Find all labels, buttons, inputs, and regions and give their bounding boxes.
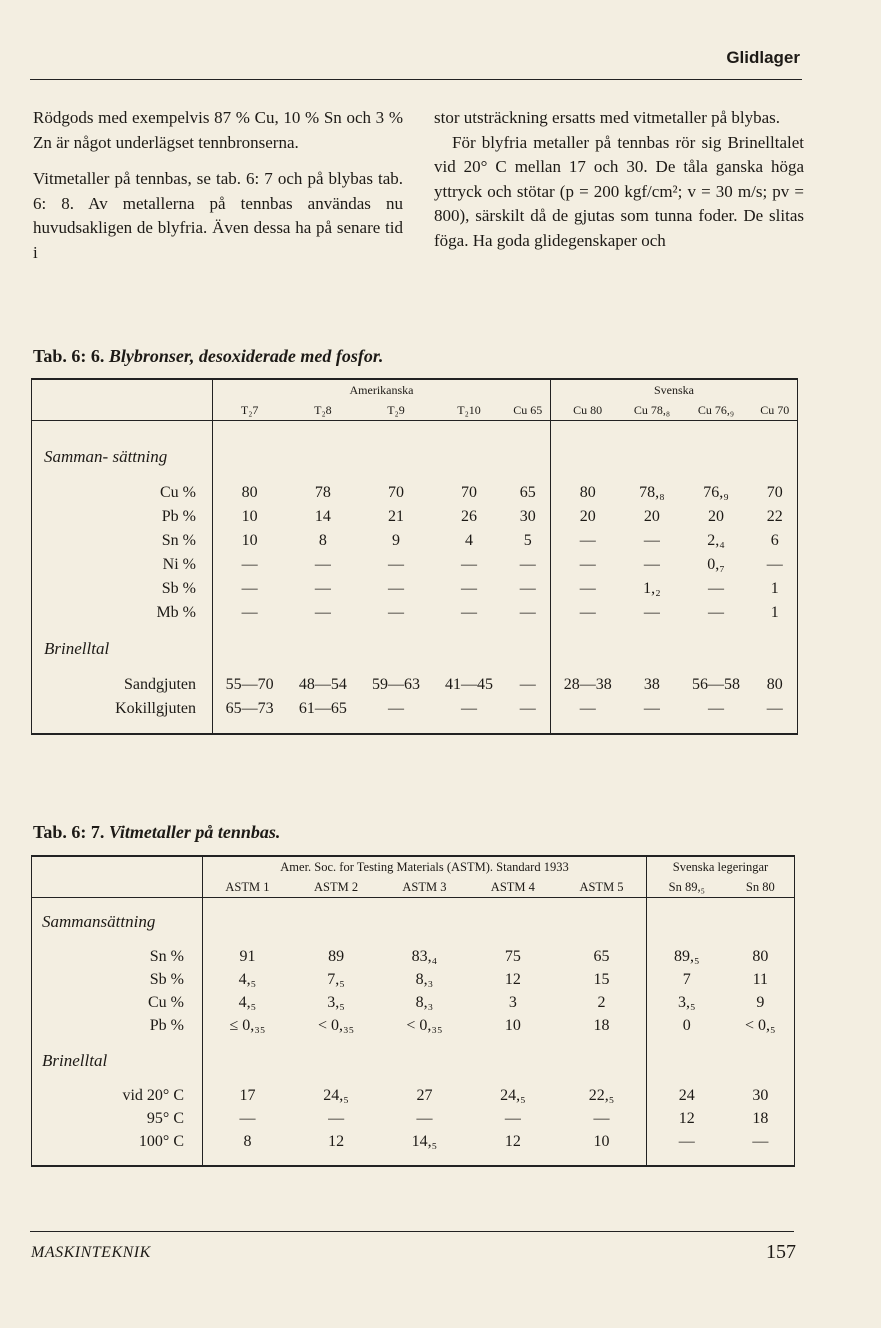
table-cell: — bbox=[387, 556, 404, 573]
table-title: Blybronser, desoxiderade med fosfor. bbox=[108, 346, 384, 366]
row-label: Sb % bbox=[32, 577, 213, 601]
table-cell: 17 bbox=[239, 1086, 256, 1104]
table-row bbox=[32, 577, 798, 601]
table-cell: 28—38 bbox=[563, 676, 612, 693]
table-cell: 65—73 bbox=[225, 700, 274, 717]
table-cell: 78,₈ bbox=[639, 484, 665, 501]
column-header: Cu 65 bbox=[506, 400, 551, 421]
table-cell: 8,₃ bbox=[415, 993, 434, 1011]
row-label: Sb % bbox=[32, 968, 203, 991]
running-head: Glidlager bbox=[726, 48, 800, 67]
table-cell: 14 bbox=[314, 508, 331, 525]
table-cell: 3,₅ bbox=[327, 993, 345, 1011]
table-cell: — bbox=[504, 1109, 521, 1127]
table-cell: — bbox=[579, 556, 596, 573]
column-header: ASTM 5 bbox=[557, 877, 646, 898]
table-row bbox=[32, 991, 795, 1014]
column-header: T₂10 bbox=[433, 400, 506, 421]
row-label: 100° C bbox=[32, 1130, 203, 1153]
table-blybronser bbox=[31, 378, 798, 735]
table-body bbox=[32, 481, 798, 625]
table-cell: 83,₄ bbox=[411, 947, 438, 965]
table-cell: 12 bbox=[678, 1109, 695, 1127]
table-cell: — bbox=[239, 1109, 256, 1127]
table-vitmetaller bbox=[31, 855, 795, 1167]
table-cell: 59—63 bbox=[371, 676, 420, 693]
table-cell: 70 bbox=[461, 484, 478, 501]
table-row bbox=[32, 945, 795, 968]
row-label: 95° C bbox=[32, 1107, 203, 1130]
table-cell: 30 bbox=[506, 505, 551, 529]
group-header: Svenska legeringar bbox=[646, 856, 794, 877]
table-cell: 61—65 bbox=[298, 700, 347, 717]
table-cell: 7,₅ bbox=[327, 970, 345, 988]
table-cell: 10 bbox=[557, 1130, 646, 1153]
column-header: Cu 70 bbox=[753, 400, 798, 421]
paragraph: För blyfria metaller på tennbas rör sig Brinelltalet vid 20° C mellan 17 och 30. De tåla ganska höga yttryck och stötar (p = 200 kgf/cm²; v = 30 m/s; pv = 800), särskilt då de gjutas som tunna foder. De slitas föga. Ha goda glidegenskaper och bbox=[434, 132, 804, 250]
row-label: Kokillgjuten bbox=[32, 697, 213, 721]
table-cell: 4,₅ bbox=[238, 993, 257, 1011]
table-cell: — bbox=[727, 1130, 795, 1153]
table-cell: 8 bbox=[318, 532, 327, 549]
table-cell: 4 bbox=[465, 532, 474, 549]
header-corner bbox=[32, 877, 203, 898]
table-cell: — bbox=[579, 580, 596, 597]
table-cell: — bbox=[753, 553, 798, 577]
table-cell: — bbox=[643, 532, 660, 549]
table-cell: 38 bbox=[643, 676, 660, 693]
table-cell: 18 bbox=[727, 1107, 795, 1130]
table-cell: 80 bbox=[753, 673, 798, 697]
header-rule bbox=[30, 79, 802, 80]
table-cell: — bbox=[506, 697, 551, 721]
table-cell: 27 bbox=[416, 1086, 433, 1104]
table-cell: — bbox=[707, 580, 724, 597]
table-cell: 78 bbox=[314, 484, 331, 501]
row-label: Cu % bbox=[32, 991, 203, 1014]
table-cell: — bbox=[506, 673, 551, 697]
column-header: Cu 80 bbox=[551, 400, 625, 421]
table-cell: 11 bbox=[727, 968, 795, 991]
table-cell: 10 bbox=[241, 508, 258, 525]
group-header: Amerikanska bbox=[213, 379, 551, 400]
column-header: T₂8 bbox=[286, 400, 359, 421]
table-cell: 15 bbox=[557, 968, 646, 991]
table-cell: 18 bbox=[557, 1014, 646, 1037]
table-cell: — bbox=[314, 556, 331, 573]
row-label: Pb % bbox=[32, 505, 213, 529]
table-cell: — bbox=[387, 604, 404, 621]
table-cell: — bbox=[461, 580, 478, 597]
row-label: Pb % bbox=[32, 1014, 203, 1037]
table-cell: — bbox=[643, 604, 660, 621]
table-body bbox=[32, 673, 798, 721]
column-header: ASTM 1 bbox=[203, 877, 292, 898]
column-header: Sn 89,₅ bbox=[646, 877, 726, 898]
table-row bbox=[32, 1014, 795, 1037]
paragraph: Rödgods med exempelvis 87 % Cu, 10 % Sn och 3 % Zn är något underlägset tennbronserna. bbox=[33, 108, 403, 152]
table-cell: 7 bbox=[682, 970, 691, 988]
column-header: ASTM 2 bbox=[292, 877, 380, 898]
table-row bbox=[32, 968, 795, 991]
table-cell: 6 bbox=[753, 529, 798, 553]
section-label: Sammansättning bbox=[32, 910, 203, 933]
table-cell: — bbox=[753, 697, 798, 721]
footer-rule bbox=[30, 1231, 794, 1232]
column-header: ASTM 4 bbox=[469, 877, 557, 898]
table-cell: — bbox=[707, 700, 724, 717]
table-row bbox=[32, 1130, 795, 1153]
table-cell: — bbox=[579, 604, 596, 621]
table-row bbox=[32, 673, 798, 697]
table-cell: 21 bbox=[387, 508, 404, 525]
table-cell: 0,₇ bbox=[707, 556, 725, 573]
table-cell: 2,₄ bbox=[707, 532, 725, 549]
table-row bbox=[32, 1084, 795, 1107]
table-cell: 65 bbox=[506, 481, 551, 505]
table-cell: 41—45 bbox=[445, 676, 494, 693]
table-cell: — bbox=[579, 532, 596, 549]
table-cell: — bbox=[461, 556, 478, 573]
table-cell: 80 bbox=[727, 945, 795, 968]
table-cell: 65 bbox=[557, 945, 646, 968]
table-row bbox=[32, 697, 798, 721]
table-cell: 1 bbox=[753, 577, 798, 601]
table-number: Tab. 6: 7. bbox=[33, 822, 105, 842]
table-cell: 30 bbox=[727, 1084, 795, 1107]
table-cell: 20 bbox=[643, 508, 660, 525]
paragraph: stor utsträckning ersatts med vitmetaller på blybas. bbox=[434, 108, 781, 127]
table-cell: — bbox=[241, 580, 258, 597]
table-cell: 80 bbox=[241, 484, 258, 501]
section-label: Brinelltal bbox=[32, 1049, 203, 1072]
table-cell: 22 bbox=[753, 505, 798, 529]
table-cell: 8,₃ bbox=[415, 970, 434, 988]
table-row bbox=[32, 553, 798, 577]
table-cell: 0 bbox=[682, 1016, 691, 1034]
table-body bbox=[32, 945, 795, 1037]
header-corner bbox=[32, 856, 203, 877]
table-cell: — bbox=[506, 601, 551, 625]
table-cell: 3 bbox=[508, 993, 517, 1011]
row-label: Cu % bbox=[32, 481, 213, 505]
table-cell: — bbox=[461, 604, 478, 621]
page-number: 157 bbox=[766, 1241, 796, 1263]
table-cell: — bbox=[241, 556, 258, 573]
column-header: T₂7 bbox=[213, 400, 287, 421]
table-cell: — bbox=[314, 604, 331, 621]
table-cell: 2 bbox=[557, 991, 646, 1014]
column-header: Cu 78,₈ bbox=[624, 400, 679, 421]
column-header: Sn 80 bbox=[727, 877, 795, 898]
row-label: Sn % bbox=[32, 529, 213, 553]
table-cell: ≤ 0,₃₅ bbox=[229, 1016, 266, 1034]
column-header: Cu 76,₉ bbox=[679, 400, 752, 421]
table-title: Vitmetaller på tennbas. bbox=[108, 822, 281, 842]
table-cell: — bbox=[387, 700, 404, 717]
table-cell: 10 bbox=[504, 1016, 521, 1034]
table-cell: 3,₅ bbox=[678, 993, 696, 1011]
table-cell: 26 bbox=[461, 508, 478, 525]
table-cell: 12 bbox=[504, 970, 521, 988]
section-label: Samman- sättning bbox=[32, 433, 213, 481]
section-label: Brinelltal bbox=[32, 637, 213, 661]
table-cell: — bbox=[579, 700, 596, 717]
table-number: Tab. 6: 6. bbox=[33, 346, 105, 366]
row-label: Sandgjuten bbox=[32, 673, 213, 697]
table-body bbox=[32, 1084, 795, 1153]
table-cell: 55—70 bbox=[225, 676, 274, 693]
table-cell: 48—54 bbox=[298, 676, 347, 693]
row-label: vid 20° C bbox=[32, 1084, 203, 1107]
table-cell: — bbox=[314, 580, 331, 597]
table-cell: — bbox=[643, 556, 660, 573]
table-cell: 70 bbox=[387, 484, 404, 501]
table-cell: 24,₅ bbox=[500, 1086, 526, 1104]
table-cell: 80 bbox=[579, 484, 596, 501]
table-cell: — bbox=[506, 577, 551, 601]
table-cell: — bbox=[328, 1109, 345, 1127]
table-cell: — bbox=[461, 700, 478, 717]
table-row bbox=[32, 1107, 795, 1130]
table-caption bbox=[33, 822, 280, 843]
table-cell: 14,₅ bbox=[411, 1132, 438, 1150]
table-row bbox=[32, 601, 798, 625]
table-cell: < 0,₃₅ bbox=[406, 1016, 443, 1034]
table-cell: 4,₅ bbox=[238, 970, 257, 988]
journal-name: MASKINTEKNIK bbox=[31, 1244, 151, 1261]
table-row bbox=[32, 529, 798, 553]
text-column-left bbox=[33, 106, 403, 265]
table-cell: — bbox=[506, 553, 551, 577]
table-cell: 9 bbox=[727, 991, 795, 1014]
table-cell: 75 bbox=[504, 947, 521, 965]
table-cell: 1,₂ bbox=[643, 580, 661, 597]
table-cell: 70 bbox=[753, 481, 798, 505]
table-cell: 76,₉ bbox=[703, 484, 729, 501]
table-cell: 8 bbox=[243, 1132, 252, 1150]
table-cell: 22,₅ bbox=[557, 1084, 646, 1107]
table-cell: 89,₅ bbox=[674, 947, 700, 965]
table-cell: 12 bbox=[328, 1132, 345, 1150]
header-corner bbox=[32, 400, 213, 421]
table-row bbox=[32, 505, 798, 529]
row-label: Sn % bbox=[32, 945, 203, 968]
table-cell: — bbox=[707, 604, 724, 621]
table-cell: 89 bbox=[328, 947, 345, 965]
column-header: ASTM 3 bbox=[380, 877, 468, 898]
paragraph: Vitmetaller på tennbas, se tab. 6: 7 och på blybas tab. 6: 8. Av metallerna på tennbas användas nu huvudsakligen de blyfria. Även dessa ha på senare tid i bbox=[33, 169, 403, 262]
row-label: Ni % bbox=[32, 553, 213, 577]
table-cell: — bbox=[557, 1107, 646, 1130]
table-caption bbox=[33, 346, 383, 367]
text-column-right bbox=[434, 106, 804, 253]
table-cell: — bbox=[387, 580, 404, 597]
table-cell: 10 bbox=[241, 532, 258, 549]
table-cell: 24 bbox=[678, 1086, 695, 1104]
table-cell: 12 bbox=[504, 1132, 521, 1150]
table-cell: — bbox=[678, 1132, 695, 1150]
column-header: T₂9 bbox=[359, 400, 432, 421]
table-cell: 5 bbox=[506, 529, 551, 553]
header-corner bbox=[32, 379, 213, 400]
table-cell: 56—58 bbox=[691, 676, 740, 693]
table-cell: 20 bbox=[579, 508, 596, 525]
table-cell: 9 bbox=[391, 532, 400, 549]
table-cell: 1 bbox=[753, 601, 798, 625]
table-cell: — bbox=[416, 1109, 433, 1127]
table-cell: < 0,₅ bbox=[727, 1014, 795, 1037]
table-cell: — bbox=[643, 700, 660, 717]
table-cell: 91 bbox=[239, 947, 256, 965]
table-cell: < 0,₃₅ bbox=[317, 1016, 355, 1034]
table-row bbox=[32, 481, 798, 505]
row-label: Mb % bbox=[32, 601, 213, 625]
table-cell: 24,₅ bbox=[323, 1086, 349, 1104]
group-header: Amer. Soc. for Testing Materials (ASTM). Standard 1933 bbox=[203, 856, 647, 877]
table-cell: 20 bbox=[707, 508, 724, 525]
table-cell: — bbox=[241, 604, 258, 621]
group-header: Svenska bbox=[551, 379, 798, 400]
